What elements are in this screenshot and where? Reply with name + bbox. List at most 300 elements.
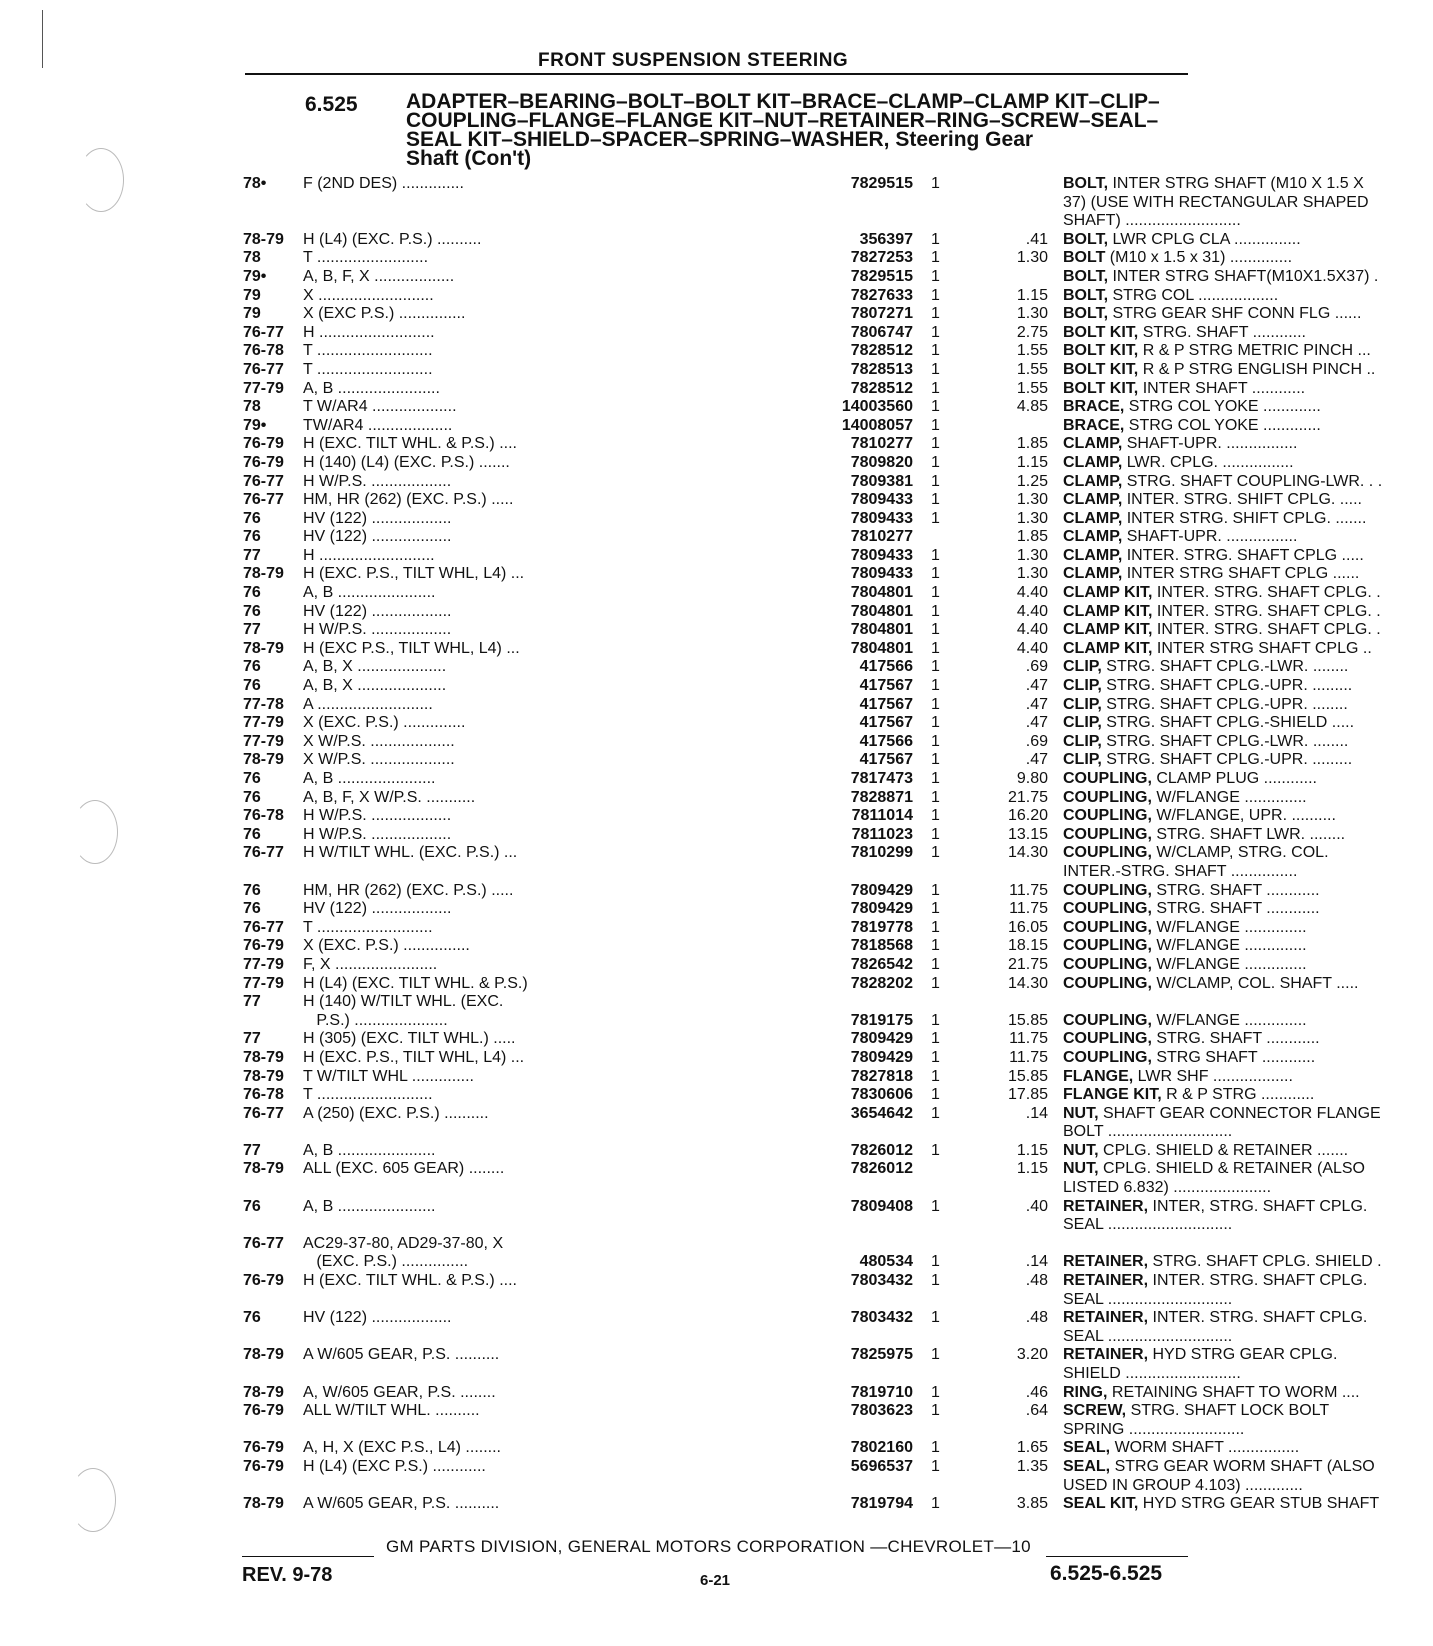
row-description (1063, 1309, 1433, 1346)
row-part-number: 480534 (859, 1253, 913, 1271)
row-description (1063, 1384, 1433, 1403)
row-price: 15.85 (1007, 1011, 1048, 1029)
row-year: 77-79 (243, 732, 284, 750)
row-quantity: 1 (931, 937, 940, 955)
row-description-text: STRG COL YOKE ............. (1124, 398, 1321, 416)
row-part-name: BRACE, (1063, 398, 1125, 416)
row-quantity: 1 (931, 695, 940, 713)
row-part-number: 417566 (859, 732, 913, 750)
row-year: 78-79 (243, 565, 284, 583)
row-part-number: 7827633 (850, 286, 913, 304)
row-year: 77 (243, 1141, 261, 1159)
table-row (243, 286, 1279, 306)
table-row (243, 844, 1329, 881)
row-description-text: INTER. STRG. SHIFT CPLG. ..... (1122, 491, 1362, 509)
row-year: 76-79 (243, 1439, 284, 1457)
row-description-text: INTER STRG SHAFT CPLG ...... (1122, 565, 1360, 583)
row-quantity: 1 (931, 546, 940, 564)
row-description-text: INTER. STRG. SHAFT CPLG ..... (1122, 546, 1364, 564)
row-price: 1.65 (1016, 1439, 1048, 1457)
row-quantity: 1 (931, 955, 940, 973)
row-year: 77-79 (243, 714, 284, 732)
page-number: 6-21 (700, 1572, 731, 1589)
row-part-number: 7827253 (850, 249, 913, 267)
row-price: 1.55 (1016, 379, 1048, 397)
table-row (243, 175, 1369, 231)
row-quantity: 1 (931, 974, 940, 992)
footer-rule-left (242, 1556, 374, 1557)
row-description-text: STRG. SHAFT ............ (1151, 1030, 1320, 1048)
table-row (243, 584, 1381, 603)
row-price: .14 (1025, 1104, 1048, 1122)
row-part-number: 7809433 (850, 509, 913, 527)
row-year: 78-79 (243, 1495, 284, 1513)
row-price: 4.85 (1016, 398, 1048, 416)
table-row (243, 1141, 1349, 1161)
row-model: ALL (EXC. 605 GEAR) ........ (303, 1160, 505, 1178)
row-description (1063, 565, 1433, 584)
table-row (243, 491, 1362, 510)
row-description (1063, 1030, 1433, 1049)
row-part-number: 417567 (859, 714, 913, 732)
row-year: 77 (243, 621, 261, 639)
row-model: T .......................... (303, 360, 433, 378)
row-part-name: BOLT, (1063, 286, 1109, 304)
row-price: 11.75 (1009, 1048, 1048, 1066)
row-description (1063, 584, 1433, 603)
row-part-name: CLAMP, (1063, 546, 1123, 564)
row-description-text: R & P STRG ............ (1161, 1086, 1315, 1104)
row-model: X (EXC P.S.) ............... (303, 305, 466, 323)
row-quantity: 1 (931, 360, 940, 378)
row-description (1063, 510, 1433, 529)
row-model: H W/P.S. .................. (303, 472, 452, 490)
row-price: 1.85 (1016, 435, 1048, 453)
row-model: H (L4) (EXC. P.S.) .......... (303, 230, 482, 248)
table-row (243, 695, 1348, 715)
row-description-text: STRG. SHAFT CPLG. SHIELD . (1148, 1253, 1382, 1271)
row-year: 76-79 (243, 1457, 284, 1475)
row-price: .64 (1025, 1402, 1048, 1420)
row-part-number: 7819710 (850, 1383, 913, 1401)
binder-hole-bottom (70, 1468, 116, 1532)
row-quantity: 1 (931, 900, 940, 918)
row-price: 1.85 (1016, 528, 1048, 546)
row-description-text: (M10 x 1.5 x 31) .............. (1105, 249, 1293, 267)
row-price: 4.40 (1016, 621, 1048, 639)
row-part-number: 14003560 (841, 398, 913, 416)
row-description-text: W/FLANGE .............. (1151, 788, 1307, 806)
table-row (243, 1197, 1368, 1235)
row-quantity: 1 (931, 602, 940, 620)
row-year: 76 (243, 788, 261, 806)
table-row (243, 528, 1298, 547)
table-row (243, 1457, 1375, 1495)
row-model: A, B, X .................... (303, 658, 447, 676)
row-description (1063, 621, 1433, 640)
row-part-name: COUPLING, (1063, 1048, 1152, 1066)
row-quantity: 1 (931, 416, 940, 434)
row-part-number: 7804801 (850, 639, 913, 657)
table-row (243, 435, 1298, 454)
row-description-text: W/FLANGE .............. (1151, 955, 1307, 973)
row-quantity: 1 (931, 1346, 940, 1364)
row-part-name: CLAMP KIT, (1063, 639, 1153, 657)
row-quantity: 1 (931, 1383, 940, 1401)
row-model: T .......................... (303, 918, 433, 936)
row-description (1063, 1439, 1433, 1458)
row-part-number: 3654642 (850, 1104, 913, 1122)
row-quantity: 1 (931, 1439, 940, 1457)
row-quantity: 1 (931, 1030, 940, 1048)
row-description (1063, 1346, 1433, 1383)
row-description (1063, 1253, 1433, 1272)
row-quantity: 1 (931, 1495, 940, 1513)
row-quantity: 1 (931, 844, 940, 862)
parts-table (243, 175, 1383, 1514)
table-row (243, 993, 1307, 1030)
row-year: 76 (243, 881, 261, 899)
table-row (243, 509, 1367, 529)
row-part-name: NUT, (1063, 1160, 1099, 1178)
row-price: .46 (1025, 1383, 1048, 1401)
row-part-number: 7830606 (850, 1086, 913, 1104)
row-part-number: 7819778 (850, 918, 913, 936)
row-part-number: 7804801 (850, 621, 913, 639)
row-price: 1.55 (1016, 342, 1048, 360)
row-price: 1.30 (1016, 491, 1048, 509)
row-quantity: 1 (931, 565, 940, 583)
row-price: .48 (1025, 1272, 1048, 1290)
row-price: 21.75 (1007, 955, 1048, 973)
row-part-name: BOLT KIT, (1063, 342, 1139, 360)
row-part-name: COUPLING, (1063, 844, 1152, 862)
row-model: HV (122) .................. (303, 509, 452, 527)
row-description-text: STRG. SHAFT CPLG.-LWR. ........ (1101, 658, 1349, 676)
row-part-name: CLAMP, (1063, 509, 1123, 527)
row-model: A, B ....................... (303, 379, 440, 397)
row-quantity: 1 (931, 770, 940, 788)
row-price: .47 (1025, 751, 1048, 769)
row-model: A, B, F, X .................. (303, 267, 455, 285)
row-description (1063, 1495, 1433, 1514)
row-quantity: 1 (931, 1272, 940, 1290)
row-price: 1.30 (1016, 249, 1048, 267)
row-price: 1.15 (1016, 1141, 1048, 1159)
table-row (243, 621, 1381, 640)
row-part-number: 7809408 (850, 1197, 913, 1215)
row-part-name: NUT, (1063, 1141, 1099, 1159)
row-model: ALL W/TILT WHL. .......... (303, 1402, 480, 1420)
row-part-name: BOLT, (1063, 175, 1109, 192)
row-price: 11.75 (1009, 1030, 1048, 1048)
row-year: 76-79 (243, 1402, 284, 1420)
row-year: 76-77 (243, 491, 284, 509)
row-description-text: W/CLAMP, COL. SHAFT ..... (1151, 974, 1359, 992)
row-price: 1.30 (1016, 565, 1048, 583)
row-part-number: 7819175 (850, 1011, 913, 1029)
row-quantity: 1 (931, 1253, 940, 1271)
row-model: X W/P.S. ................... (303, 732, 455, 750)
row-part-name: COUPLING, (1063, 1030, 1152, 1048)
row-description (1063, 789, 1433, 808)
table-row (243, 267, 1379, 287)
row-part-number: 7809381 (850, 472, 913, 490)
row-description (1063, 1458, 1433, 1495)
row-description-text: INTER. STRG. SHAFT CPLG. . (1152, 602, 1381, 620)
row-description (1063, 882, 1433, 901)
row-quantity: 1 (931, 305, 940, 323)
row-description (1063, 1012, 1433, 1031)
row-year: 77-79 (243, 974, 284, 992)
row-year: 79 (243, 305, 261, 323)
row-model: A, W/605 GEAR, P.S. ........ (303, 1383, 496, 1401)
row-year: 76-77 (243, 360, 284, 378)
table-row (243, 1383, 1360, 1403)
row-description-text: W/FLANGE .............. (1151, 1011, 1307, 1029)
table-row (243, 658, 1349, 677)
row-year: 76 (243, 658, 261, 676)
row-model: A (250) (EXC. P.S.) .......... (303, 1104, 489, 1122)
table-row (243, 249, 1293, 268)
row-description-text: STRG. SHAFT COUPLING-LWR. . . (1122, 472, 1383, 490)
row-part-name: CLAMP KIT, (1063, 584, 1153, 602)
row-price: 11.75 (1009, 900, 1048, 918)
row-description (1063, 937, 1433, 956)
header-rule (245, 73, 1188, 75)
row-description-text: STRG. SHAFT CPLG.-UPR. ......... (1101, 677, 1353, 695)
row-part-number: 7803432 (850, 1272, 913, 1290)
table-row (243, 881, 1320, 901)
row-description-text: INTER. STRG. SHAFT CPLG. . (1152, 621, 1381, 639)
table-row (243, 639, 1372, 659)
row-part-name: RETAINER, (1063, 1346, 1149, 1364)
row-part-name: CLAMP KIT, (1063, 621, 1153, 639)
row-model: T ......................... (303, 249, 429, 267)
row-part-name: FLANGE KIT, (1063, 1086, 1162, 1104)
row-year: 76 (243, 1197, 261, 1215)
row-quantity: 1 (931, 453, 940, 471)
row-description (1063, 1272, 1433, 1309)
row-description-text: INTER. STRG. SHAFT CPLG. SEAL ............................ (1063, 1272, 1368, 1308)
row-model: T W/AR4 ................... (303, 398, 457, 416)
row-part-number: 14008057 (841, 416, 913, 434)
row-quantity: 1 (931, 1141, 940, 1159)
row-part-number: 7811014 (851, 807, 913, 825)
row-part-name: CLIP, (1063, 732, 1102, 750)
row-description (1063, 696, 1433, 715)
row-year: 76-79 (243, 453, 284, 471)
section-title (406, 92, 1166, 168)
row-description (1063, 473, 1433, 492)
row-part-name: BOLT, (1063, 267, 1109, 285)
row-year: 76 (243, 900, 261, 918)
row-year: 77-79 (243, 379, 284, 397)
row-description-text: R & P STRG ENGLISH PINCH .. (1138, 360, 1376, 378)
row-model: TW/AR4 ................... (303, 416, 453, 434)
row-quantity: 1 (931, 1457, 940, 1475)
row-model: A .......................... (303, 695, 433, 713)
row-description-text: INTER STRG SHAFT(M10X1.5X37) . (1108, 267, 1379, 285)
row-description-text: STRG. SHAFT CPLG.-UPR. ......... (1101, 751, 1353, 769)
row-description-text: STRG COL YOKE ............. (1124, 416, 1321, 434)
row-part-name: CLAMP, (1063, 528, 1123, 546)
row-description (1063, 677, 1433, 696)
row-quantity: 1 (931, 584, 940, 602)
row-model: H (140) (L4) (EXC. P.S.) ....... (303, 453, 510, 471)
row-part-number: 7825975 (850, 1346, 913, 1364)
section-title-text: ADAPTER–BEARING–BOLT–BOLT KIT–BRACE–CLAMP–CLAMP KIT–CLIP–COUPLING–FLANGE–FLANGE KIT–NUT–RETAINER–RING–SCREW–SEAL–SEAL KIT–SHIELD–SPACER–SPRING–WASHER, Steering Gear (406, 90, 1160, 151)
row-quantity: 1 (931, 398, 940, 416)
row-description (1063, 919, 1433, 938)
row-model: H (EXC. TILT WHL. & P.S.) .... (303, 435, 517, 453)
footer-rule-right (1046, 1556, 1188, 1557)
row-part-name: COUPLING, (1063, 918, 1152, 936)
row-part-name: RETAINER, (1063, 1197, 1149, 1215)
row-part-name: COUPLING, (1063, 881, 1152, 899)
row-part-number: 7818568 (850, 937, 913, 955)
row-year: 77 (243, 1030, 261, 1048)
row-description (1063, 361, 1433, 380)
row-part-number: 7828202 (850, 974, 913, 992)
row-part-number: 7803432 (850, 1309, 913, 1327)
row-description (1063, 844, 1433, 881)
row-description-text: CLAMP PLUG ............ (1151, 770, 1317, 788)
row-part-name: BRACE, (1063, 416, 1125, 434)
row-part-name: CLAMP, (1063, 453, 1123, 471)
row-year: 76-77 (243, 1104, 284, 1122)
row-year: 78-79 (243, 751, 284, 769)
row-model: A, B ...................... (303, 1197, 436, 1215)
row-price: 15.85 (1007, 1067, 1048, 1085)
table-row (243, 453, 1294, 473)
row-part-name: RING, (1063, 1383, 1108, 1401)
row-description-text: STRG. SHAFT CPLG.-LWR. ........ (1101, 732, 1349, 750)
row-year: 76-77 (243, 918, 284, 936)
row-price: 3.85 (1016, 1495, 1048, 1513)
row-description-text: STRG. SHAFT ............ (1151, 881, 1320, 899)
table-row (243, 360, 1376, 380)
table-row (243, 1346, 1338, 1383)
row-description (1063, 751, 1433, 770)
table-row (243, 677, 1353, 696)
row-description-text: INTER. STRG. SHAFT CPLG. SEAL ............................ (1063, 1309, 1368, 1345)
row-year: 78-79 (243, 1346, 284, 1364)
row-part-number: 7826542 (850, 955, 913, 973)
row-price: 9.80 (1016, 770, 1048, 788)
row-part-name: COUPLING, (1063, 807, 1152, 825)
row-description (1063, 658, 1433, 677)
row-description-text: INTER STRG. SHIFT CPLG. ....... (1122, 509, 1367, 527)
row-quantity: 1 (931, 1011, 940, 1029)
row-price: .47 (1025, 677, 1048, 695)
row-description (1063, 1049, 1433, 1068)
table-row (243, 1160, 1365, 1197)
row-part-name: SEAL, (1063, 1457, 1111, 1475)
row-price: 1.30 (1016, 546, 1048, 564)
revision-label: REV. 9-78 (242, 1564, 333, 1586)
row-description-text: STRG. SHAFT LOCK BOLT SPRING .......................... (1063, 1402, 1330, 1438)
row-quantity: 1 (931, 714, 940, 732)
row-year: 79• (243, 416, 267, 434)
row-description-text: RETAINING SHAFT TO WORM .... (1107, 1383, 1360, 1401)
row-part-name: COUPLING, (1063, 1011, 1152, 1029)
row-price: .40 (1025, 1197, 1048, 1215)
row-description-text: WORM SHAFT ................ (1110, 1439, 1300, 1457)
row-year: 76 (243, 509, 261, 527)
row-description (1063, 287, 1433, 306)
row-part-number: 7809433 (850, 491, 913, 509)
row-description-text: SHAFT GEAR CONNECTOR FLANGE BOLT ............................ (1063, 1104, 1381, 1141)
row-description-text: INTER STRG SHAFT (M10 X 1.5 X 37) (USE WITH RECTANGULAR SHAPED SHAFT) .......................... (1063, 175, 1369, 230)
row-price: 21.75 (1007, 788, 1048, 806)
table-row (243, 1495, 1380, 1514)
row-part-number: 417566 (859, 658, 913, 676)
row-part-name: COUPLING, (1063, 825, 1152, 843)
row-part-name: BOLT KIT, (1063, 379, 1139, 397)
row-price: 1.15 (1016, 286, 1048, 304)
row-year: 76 (243, 602, 261, 620)
row-quantity: 1 (931, 472, 940, 490)
row-part-number: 5696537 (850, 1457, 913, 1475)
row-part-number: 7811023 (851, 825, 913, 843)
row-year: 78-79 (243, 639, 284, 657)
row-model: A W/605 GEAR, P.S. .......... (303, 1495, 500, 1513)
row-description-text: LWR SHF .................. (1133, 1067, 1293, 1085)
row-description (1063, 1198, 1433, 1235)
table-row (243, 825, 1346, 845)
row-year: 76-77 (243, 1234, 284, 1252)
row-part-name: BOLT KIT, (1063, 323, 1139, 341)
row-part-name: COUPLING, (1063, 900, 1152, 918)
row-description-text: W/FLANGE, UPR. .......... (1151, 807, 1336, 825)
row-part-name: CLAMP, (1063, 491, 1123, 509)
row-price: 4.40 (1016, 584, 1048, 602)
table-row (243, 974, 1359, 994)
table-row (243, 770, 1317, 789)
table-row (243, 546, 1364, 566)
row-description (1063, 380, 1433, 399)
row-part-number: 7809429 (850, 1030, 913, 1048)
row-description (1063, 956, 1433, 975)
row-part-number: 7810277 (850, 528, 913, 546)
row-model: HV (122) .................. (303, 528, 452, 546)
row-description (1063, 268, 1433, 287)
table-row (243, 1067, 1293, 1087)
row-part-number: 7829515 (850, 267, 913, 285)
row-description (1063, 175, 1433, 231)
row-part-number: 7819794 (850, 1495, 913, 1513)
row-quantity: 1 (931, 230, 940, 248)
row-part-number: 417567 (859, 677, 913, 695)
row-description (1063, 231, 1433, 250)
row-price: 18.15 (1007, 937, 1048, 955)
table-row (243, 398, 1321, 417)
row-price: 1.15 (1016, 1160, 1048, 1178)
row-description-text: W/FLANGE .............. (1151, 918, 1307, 936)
row-model: H (EXC P.S., TILT WHL, L4) ... (303, 639, 520, 657)
row-quantity: 1 (931, 807, 940, 825)
table-row (243, 323, 1306, 343)
row-quantity: 1 (931, 732, 940, 750)
row-price: 17.85 (1007, 1086, 1048, 1104)
table-row (243, 937, 1307, 956)
row-year: 76 (243, 770, 261, 788)
row-description (1063, 249, 1433, 268)
row-price: 1.55 (1016, 360, 1048, 378)
row-part-number: 7828513 (850, 360, 913, 378)
row-quantity: 1 (931, 751, 940, 769)
